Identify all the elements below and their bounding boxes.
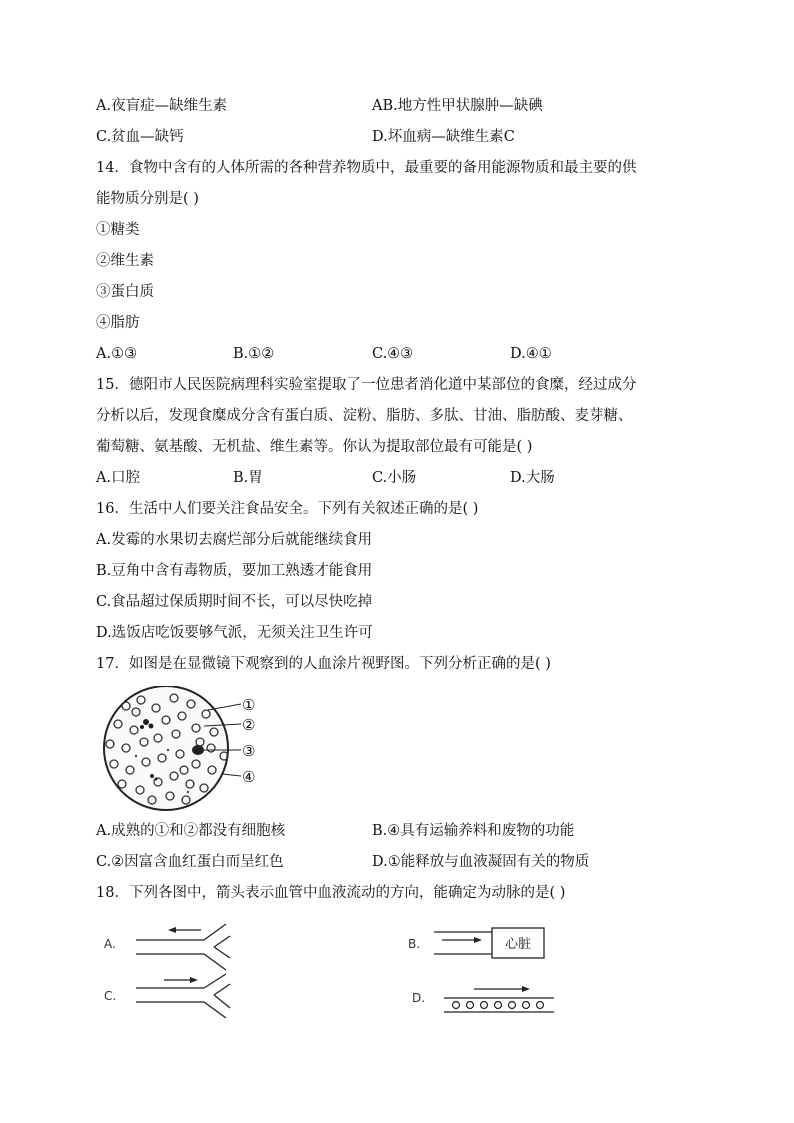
- q15-option-c: C.小肠: [372, 470, 417, 486]
- q17-option-a: A.成熟的①和②都没有细胞核: [96, 823, 286, 839]
- q14-option-b: B.①②: [233, 346, 275, 362]
- q13-option-c: C.贫血—缺钙: [96, 129, 184, 145]
- q17-option-b: B.④具有运输养料和废物的功能: [372, 823, 575, 839]
- fig-d-label: D.: [412, 991, 426, 1005]
- fig-label-3: ③: [242, 742, 256, 760]
- q14-stem-line2: 能物质分别是( ): [96, 191, 199, 207]
- q15-option-a: A.口腔: [96, 470, 141, 486]
- q17-option-c: C.②因富含血红蛋白而呈红色: [96, 854, 284, 870]
- q15-stem-line2: 分析以后，发现食糜成分含有蛋白质、淀粉、脂肪、多肽、甘油、脂肪酸、麦芽糖、: [96, 408, 633, 424]
- q15-stem-line3: 葡萄糖、氨基酸、无机盐、维生素等。你认为提取部位最有可能是( ): [96, 439, 533, 455]
- fig-label-2: ②: [242, 716, 256, 734]
- q14-item-4: ④脂肪: [96, 315, 140, 331]
- q14-option-a: A.①③: [96, 346, 138, 362]
- q16-stem: 16．生活中人们要关注食品安全。下列有关叙述正确的是( ): [96, 501, 479, 517]
- q14-stem-line1: 14．食物中含有的人体所需的各种营养物质中，最重要的备用能源物质和最主要的供: [96, 160, 637, 176]
- q13-option-d: D.坏血病—缺维生素C: [372, 129, 515, 145]
- q14-option-c: C.④③: [372, 346, 414, 362]
- q16-option-b: B.豆角中含有毒物质，要加工熟透才能食用: [96, 563, 373, 579]
- q13-option-ab: AB.地方性甲状腺肿—缺碘: [372, 98, 543, 114]
- fig-label-4: ④: [242, 768, 256, 786]
- q14-item-1: ①糖类: [96, 222, 140, 238]
- q14-item-3: ③蛋白质: [96, 284, 154, 300]
- q13-option-a: A.夜盲症—缺维生素: [96, 98, 228, 114]
- q15-option-b: B.胃: [233, 470, 263, 486]
- q18-stem: 18．下列各图中，箭头表示血管中血液流动的方向，能确定为动脉的是( ): [96, 885, 566, 901]
- q15-option-d: D.大肠: [510, 470, 555, 486]
- q15-stem-line1: 15．德阳市人民医院病理科实验室提取了一位患者消化道中某部位的食糜，经过成分: [96, 377, 637, 393]
- fig-a-label: A.: [104, 937, 116, 951]
- fig-b-label: B.: [408, 937, 421, 951]
- q14-option-d: D.④①: [510, 346, 552, 362]
- blood-smear-figure: [96, 686, 276, 812]
- q16-option-d: D.选饭店吃饭要够气派，无须关注卫生许可: [96, 625, 373, 641]
- q17-option-d: D.①能释放与血液凝固有关的物质: [372, 854, 590, 870]
- q16-option-c: C.食品超过保质期时间不长，可以尽快吃掉: [96, 594, 373, 610]
- q16-option-a: A.发霉的水果切去腐烂部分后就能继续食用: [96, 532, 373, 548]
- q14-item-2: ②维生素: [96, 253, 154, 269]
- q17-stem: 17．如图是在显微镜下观察到的人血涂片视野图。下列分析正确的是( ): [96, 656, 551, 672]
- fig-c-label: C.: [104, 989, 117, 1003]
- heart-label: 心脏: [504, 937, 532, 952]
- fig-label-1: ①: [242, 696, 256, 714]
- vessel-figures: [96, 912, 576, 1028]
